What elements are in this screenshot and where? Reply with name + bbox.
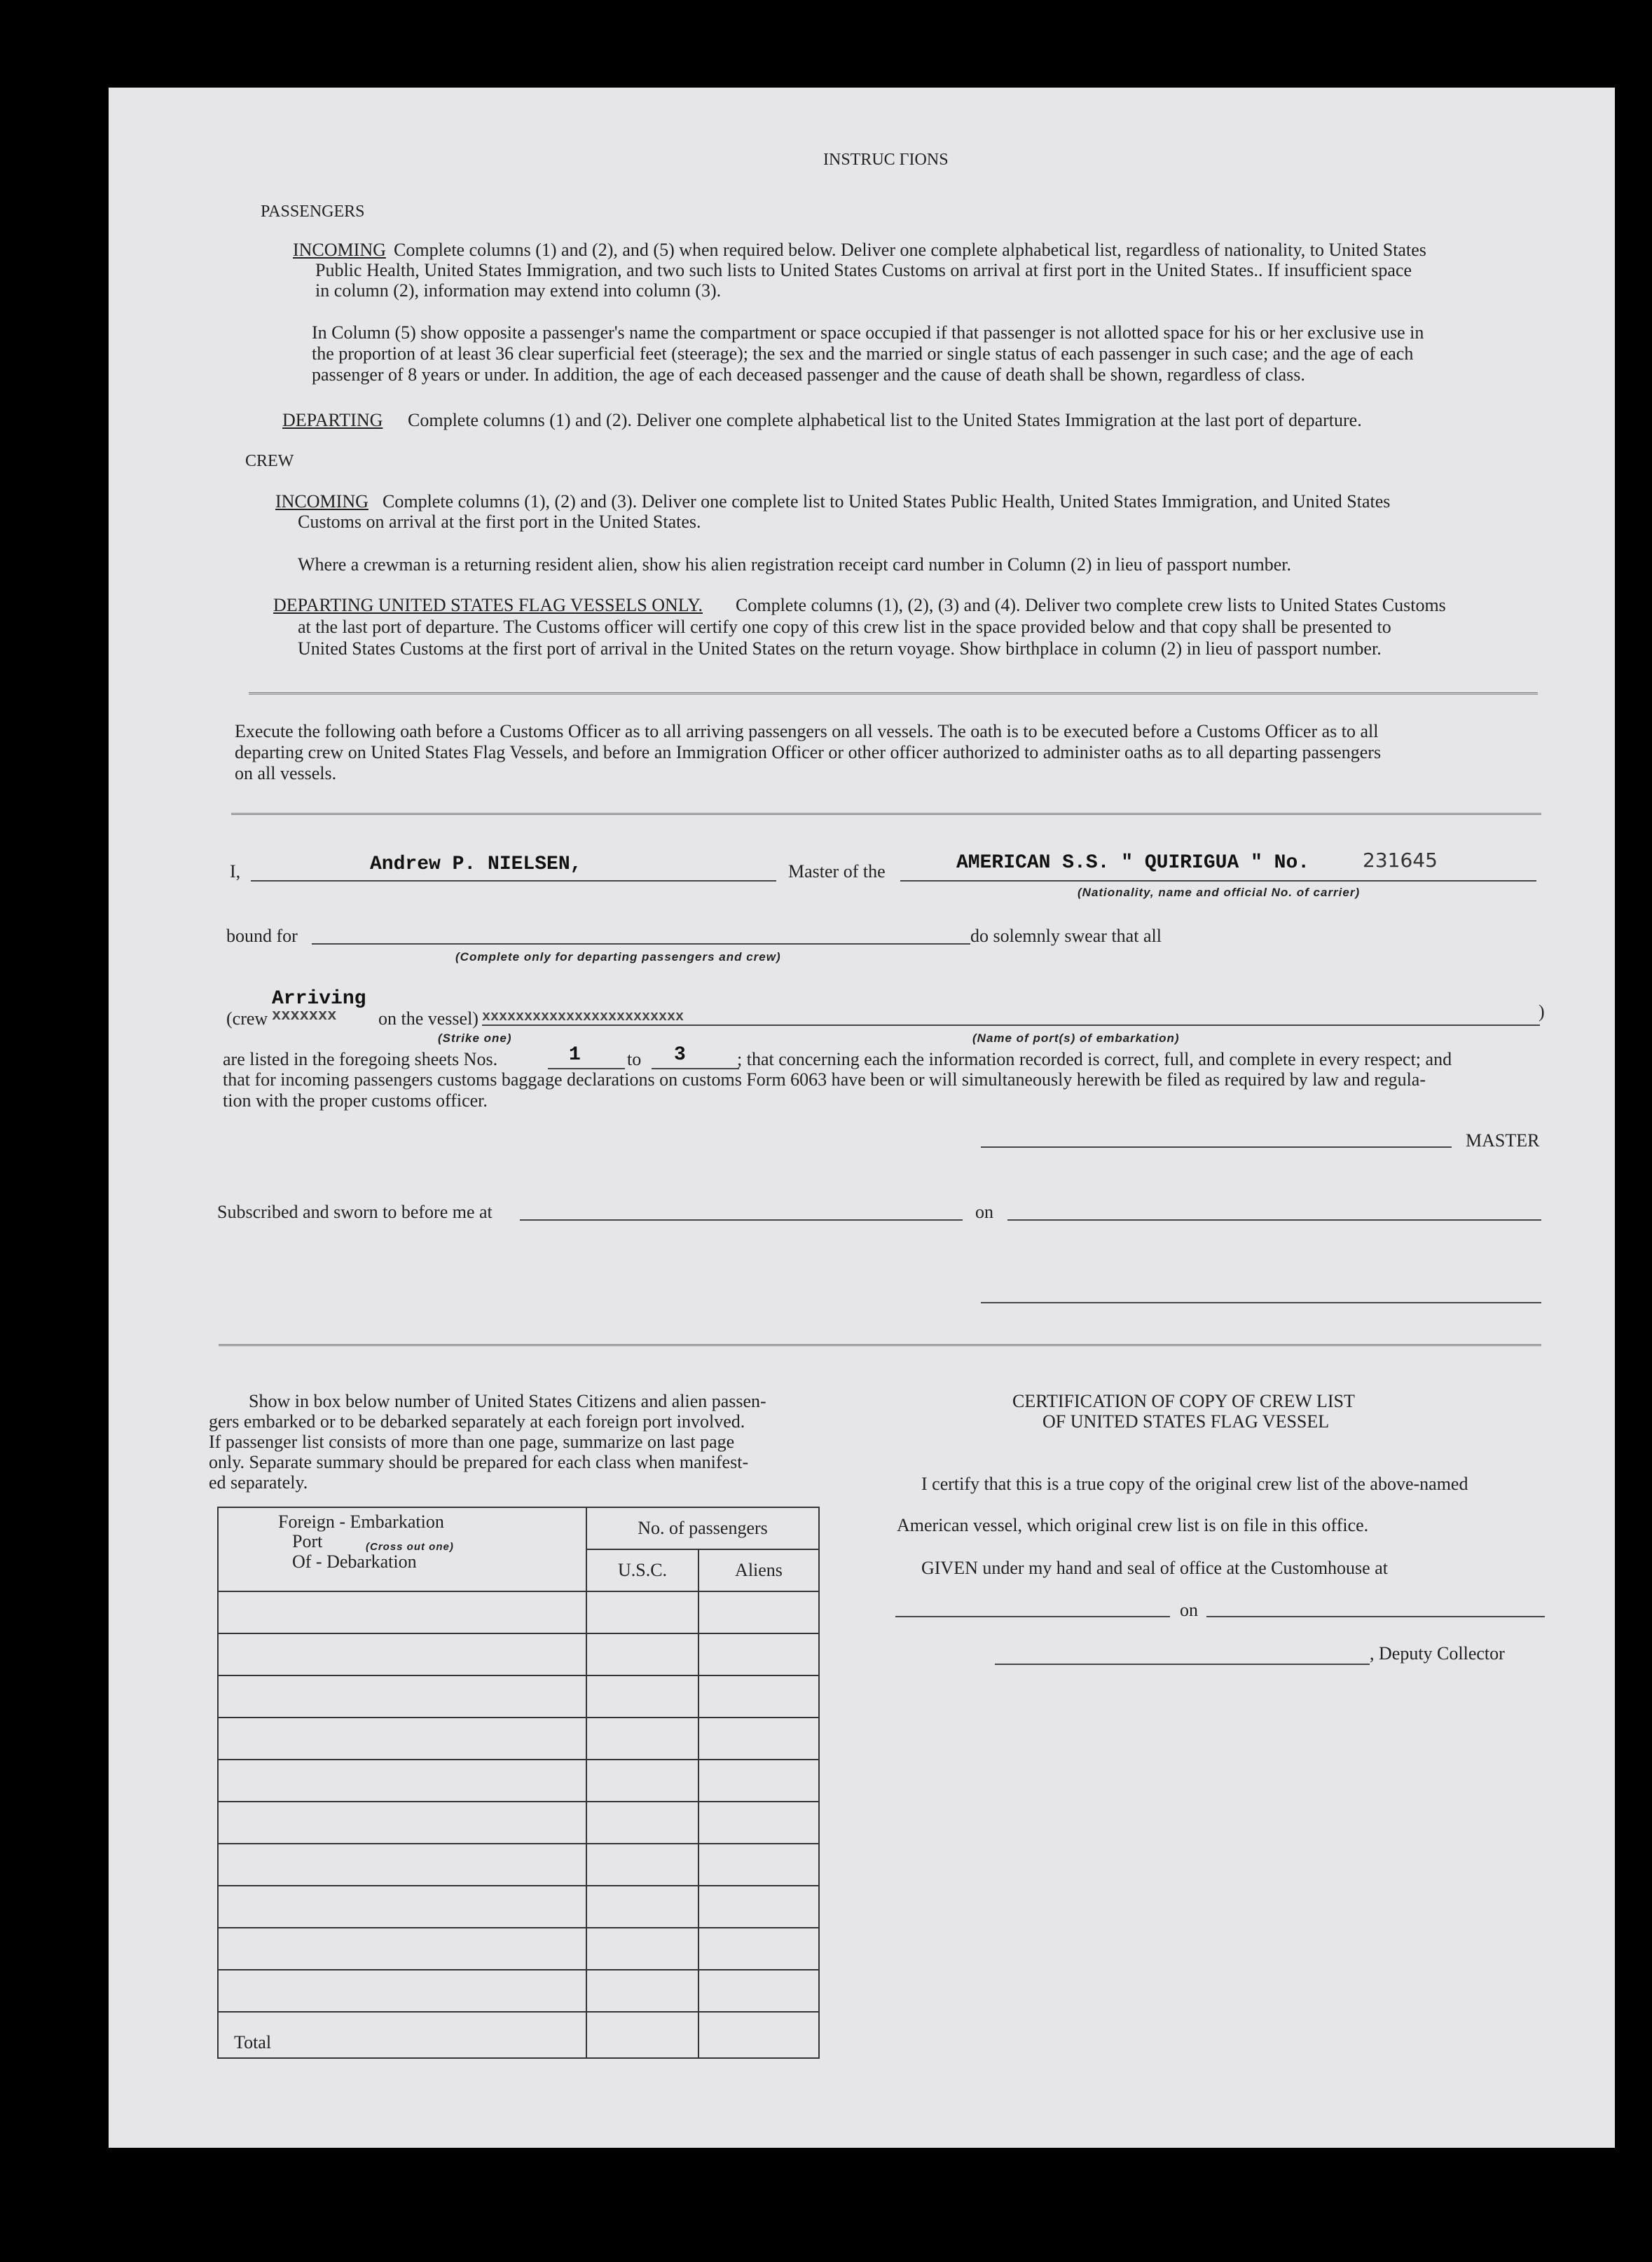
master-of-label: Master of the [788,861,886,882]
sheet-from: 1 [569,1044,581,1066]
passengers-departing-label: DEPARTING [282,410,383,430]
passenger-summary-table [217,1507,820,2059]
divider-3 [219,1344,1541,1346]
summary-line-4: only. Separate summary should be prepared for each class when manifest- [209,1452,749,1472]
h-passengers: No. of passengers [586,1507,819,1549]
crew-incoming-line-2: Customs on arrival at the first port in the United States. [298,512,701,532]
table-row[interactable] [218,1718,819,1760]
vessel-text: AMERICAN S.S. " QUIRIGUA " No. [956,852,1310,874]
deputy-signature-field[interactable] [995,1664,1370,1665]
crew-heading: CREW [245,452,294,470]
passengers-incoming-label: INCOMING [293,240,386,260]
h-foreign: Foreign - Embarkation [278,1512,444,1532]
table-row[interactable] [218,1886,819,1928]
oath-intro-line-2: departing crew on United States Flag Vessels, and before an Immigration Officer or other officer authorized to administer oaths as to all departing passengers [235,742,1382,762]
column5-line-2: the proportion of at least 36 clear superficial feet (steerage); the sex and the married or single status of each passenger in such case; and the age of each [312,343,1414,364]
cert-on-label: on [1180,1600,1198,1620]
swear-text: do solemnly swear that all [970,926,1162,946]
close-paren: ) [1539,1001,1545,1022]
passengers-incoming-line-3: in column (2), information may extend into column (3). [315,280,722,301]
ports-field[interactable] [482,1024,1540,1026]
deputy-label: , Deputy Collector [1370,1643,1505,1664]
h-of: Of - Debarkation [292,1551,417,1572]
h-cross: (Cross out one) [366,1541,454,1553]
cert-date-field[interactable] [1206,1616,1545,1617]
passengers-incoming-line-2: Public Health, United States Immigration, and two such lists to United States Customs on arrival at first port in the United States.. If insufficient space [315,260,1412,280]
sheet-to: 3 [674,1044,686,1066]
summary-line-3: If passenger list consists of more than one page, summarize on last page [209,1432,735,1452]
table-row[interactable] [218,1675,819,1718]
crew-struck: xxxxxxx [272,1007,337,1024]
summary-line-2: gers embarked or to be debarked separately at each foreign port involved. [209,1411,745,1432]
page-title: INSTRUC ΓIONS [823,151,949,169]
oath-intro-line-3: on all vessels. [235,763,337,783]
vessel-caption: (Nationality, name and official No. of carrier) [1078,886,1361,899]
crew-alien-text: Where a crewman is a returning resident alien, show his alien registration receipt card number in Column (2) in lieu of passport number. [298,554,1292,575]
crew-incoming-label: INCOMING [275,491,369,512]
cert-line-1: I certify that this is a true copy of the original crew list of the above-named [921,1474,1468,1494]
subscribed-place-field[interactable] [520,1219,963,1221]
bound-for-label: bound for [226,926,298,946]
column5-line-3: passenger of 8 years or under. In addition, the age of each deceased passenger and the cause of death shall be shown, regardless of class. [312,364,1305,385]
crew-departing-line-1: Complete columns (1), (2), (3) and (4). Deliver two complete crew lists to United States Customs [736,595,1446,615]
oath-line-3: tion with the proper customs officer. [223,1090,488,1111]
summary-line-1: Show in box below number of United States Citizens and alien passen- [249,1391,766,1411]
strike-caption: (Strike one) [438,1031,512,1045]
oath-i-label: I, [230,861,241,882]
table-row[interactable] [218,1802,819,1844]
table-row[interactable] [218,1591,819,1633]
column5-line-1: In Column (5) show opposite a passenger's name the compartment or space occupied if that passenger is not allotted space for his or her exclusive use in [312,322,1424,343]
total-row[interactable] [218,2012,819,2058]
passengers-incoming-line-1: Complete columns (1) and (2), and (5) when required below. Deliver one complete alphabetical list, regardless of nationality, to United States [394,240,1426,260]
table-row[interactable] [218,1633,819,1675]
master-name: Andrew P. NIELSEN, [370,854,582,875]
passengers-departing-text: Complete columns (1) and (2). Deliver one complete alphabetical list to the United States Immigration at the last port of departure. [408,410,1362,430]
master-signature-field[interactable] [981,1146,1452,1148]
crew-departing-label: DEPARTING UNITED STATES FLAG VESSELS ONLY. [273,595,703,615]
arriving-typed: Arriving [272,988,366,1010]
sheets-suffix: ; that concerning each the information recorded is correct, full, and complete in every respect; and [737,1049,1452,1069]
port-header-cell [218,1507,586,1591]
h-port: Port [292,1531,323,1551]
subscribed-date-field[interactable] [1007,1219,1541,1221]
crew-departing-line-2: at the last port of departure. The Customs officer will certify one copy of this crew list in the space provided below and that copy shall be presented to [298,617,1391,637]
total-label: Total [218,2012,586,2058]
table-row[interactable] [218,1760,819,1802]
cert-place-field[interactable] [895,1616,1170,1617]
crew-incoming-line-1: Complete columns (1), (2) and (3). Deliver one complete list to United States Public Health, United States Immigration, and United States [383,491,1391,512]
subscribed-label: Subscribed and sworn to before me at [217,1202,493,1222]
crew-departing-line-3: United States Customs at the first port of arrival in the United States on the return voyage. Show birthplace in column (2) in lieu of passport number. [298,638,1382,659]
h-aliens: Aliens [698,1549,819,1591]
crew-label: (crew [226,1008,268,1029]
cert-line-3: GIVEN under my hand and seal of office at the Customhouse at [921,1558,1388,1578]
divider-1 [249,692,1538,694]
ports-caption: (Name of port(s) of embarkation) [972,1031,1180,1045]
master-name-field[interactable] [251,880,776,882]
on-vessel-text: on the vessel) [378,1008,479,1029]
officer-signature-field[interactable] [981,1302,1541,1303]
bound-for-caption: (Complete only for departing passengers and crew) [455,950,781,964]
cert-title-1: CERTIFICATION OF COPY OF CREW LIST [1012,1391,1355,1411]
table-row[interactable] [218,1844,819,1886]
divider-2 [231,813,1541,815]
h-usc: U.S.C. [586,1549,698,1591]
summary-line-5: ed separately. [209,1472,308,1493]
oath-intro-line-1: Execute the following oath before a Customs Officer as to all arriving passengers on all vessels. The oath is to be executed before a Customs Officer as to all [235,721,1379,741]
table-row[interactable] [218,1928,819,1970]
master-label: MASTER [1466,1130,1540,1151]
bound-for-field[interactable] [312,943,970,945]
ports-struck: xxxxxxxxxxxxxxxxxxxxxxxx [482,1009,684,1025]
passengers-heading: PASSENGERS [261,203,365,221]
vessel-number: 231645 [1363,849,1438,872]
oath-line-2: that for incoming passengers customs baggage declarations on customs Form 6063 have been or will simultaneously herewith be filed as required by law and regula- [223,1069,1426,1090]
table-row[interactable] [218,1970,819,2012]
cert-line-2: American vessel, which original crew list is on file in this office. [897,1515,1369,1535]
to-label: to [627,1049,642,1069]
subscribed-on-label: on [975,1202,993,1222]
sheets-prefix: are listed in the foregoing sheets Nos. [223,1049,498,1069]
cert-title-2: OF UNITED STATES FLAG VESSEL [1042,1411,1330,1432]
